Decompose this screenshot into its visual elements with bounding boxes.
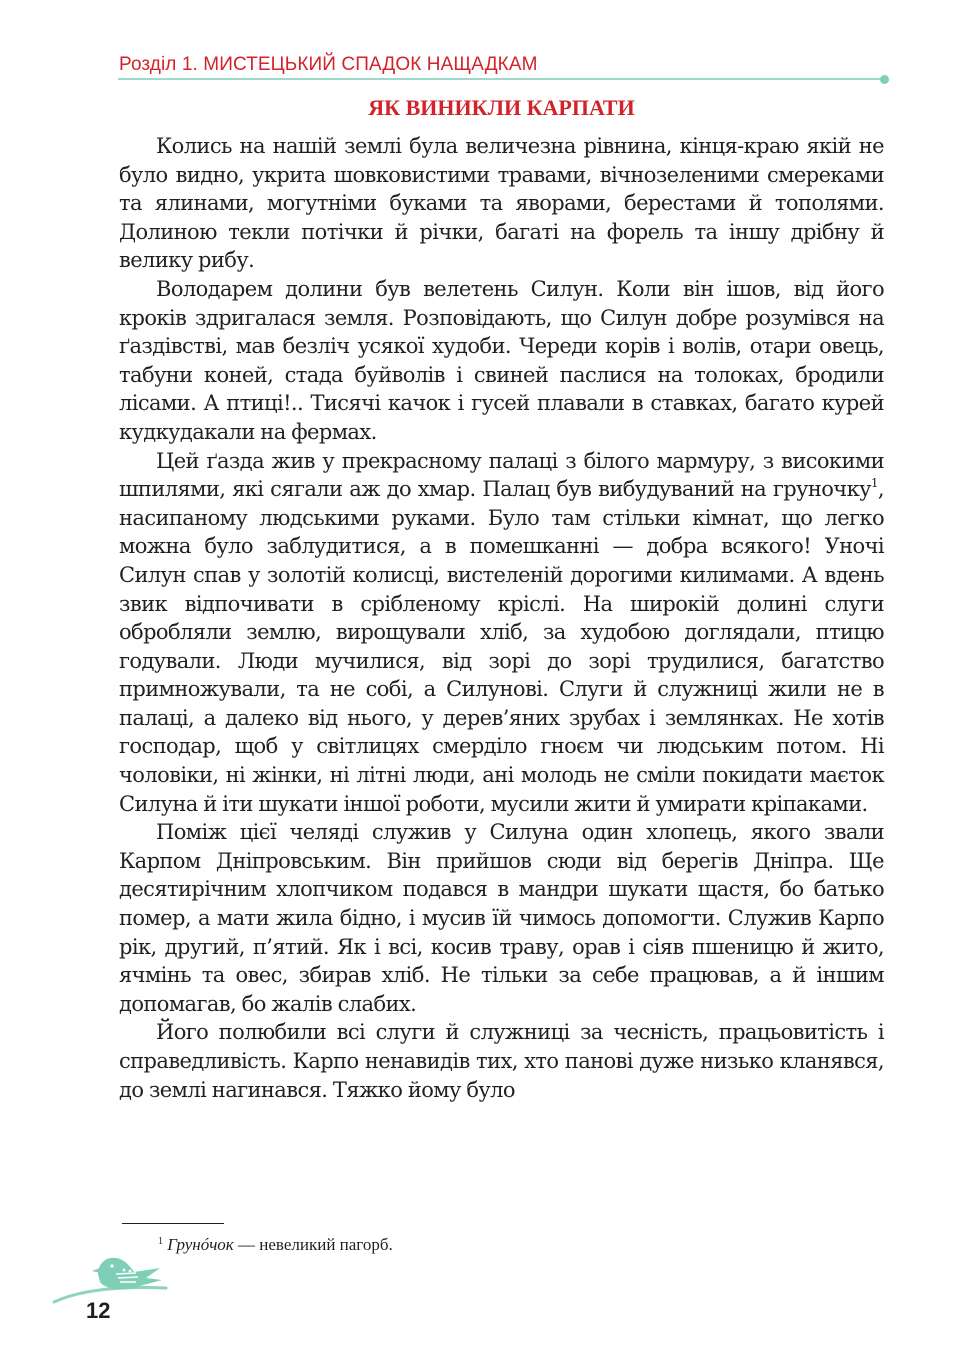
paragraph-4: Поміж цієї челяді служив у Силуна один хлопець, якого звали Карпом Дніпровським. Він прийшов сюди від берегів Дніпра. Ще десятирічним хлопчиком подався в мандри шукати щастя, бо батько помер, а мати жила бідно, і мусив їй чимось допомогти. Служив Карпо рік, другий, п’ятий. Як і всі, косив траву, орав і сіяв пшеницю й жито, ячмінь та овес, збирав хліб. Не тільки за себе працював, а й іншим допомагав, бо жалів слабих. [119, 820, 884, 1016]
paragraph-3-rest: , насипаному людськими руками. Було там стільки кімнат, що легко можна було заблудитися, а в помешканні — добра всякого! Уночі Силун спав у золотій колисці, вистеленій дорогими килимами. А вдень звик відпочивати в срібленому кріслі. На широкій долині слуги обробляли землю, вирощували хліб, за худобою доглядали, птицю годували. Люди мучилися, від зорі до зорі трудилися, багатство примножували, та не собі, а Силунові. Слуги й служниці жили не в палаці, а далеко від нього, у дерев’яних зрубах і землянках. Не хотів господар, щоб у світлицях смерділо гноєм чи людським потом. Ні чоловіки, ні жінки, ні літні люди, ані молодь не сміли покидати маєток Силуна й іти шукати іншої роботи, мусили жити й умирати кріпаками. [119, 477, 884, 816]
footnote [158, 1235, 393, 1255]
paragraph-2: Володарем долини був велетень Силун. Коли він ішов, від його кроків здригалася земля. Розповідають, що Силун добре розумівся на ґаздівстві, мав безліч усякої худоби. Череди корів і волів, отари овець, табуни коней, стада буйволів і свиней паслися на толоках, бродили лісами. А птиці!.. Тисячі качок і гусей плавали в ставках, багато курей кудкудакали на фермах. [119, 276, 884, 444]
story-title: ЯК ВИНИКЛИ КАРПАТИ [368, 95, 635, 120]
header-rule [118, 78, 884, 80]
page-number: 12 [86, 1298, 111, 1323]
section-label: Розділ 1. МИСТЕЦЬКИЙ СПАДОК НАЩАДКАМ [119, 54, 538, 75]
footnote-definition: — невеликий пагорб. [233, 1235, 393, 1254]
paragraph-3 [119, 447, 884, 819]
paragraph-1: Колись на нашій землі була величезна рівнина, кінця-краю якій не було видно, укрита шовковистими травами, вічнозеленими смереками та ялинами, могутніми буками та яворами, берестами й тополями. Долиною текли потічки й річки, багаті на форель та іншу дрібну й велику рибу. [119, 134, 884, 273]
story-text [119, 132, 884, 1104]
header-rule-dot [880, 75, 889, 84]
footnote-reference[interactable]: 1 [870, 476, 878, 491]
paragraph-5: Його полюбили всі слуги й служниці за чесність, працьовитість і справедливість. Карпо ненавидів тих, хто панові дуже низько кланявся, до землі нагинався. Тяжко йому було [119, 1020, 884, 1102]
paragraph-3-start: Цей ґазда жив у прекрасному палаці з білого мармуру, з високими шпилями, які сягали аж до хмар. Палац був вибудуваний на груночку [119, 448, 884, 502]
footnote-number: 1 [158, 1236, 163, 1247]
footnote-term: Грунóчок [167, 1235, 234, 1254]
bird-icon [50, 1244, 170, 1306]
footnote-rule [122, 1223, 224, 1224]
